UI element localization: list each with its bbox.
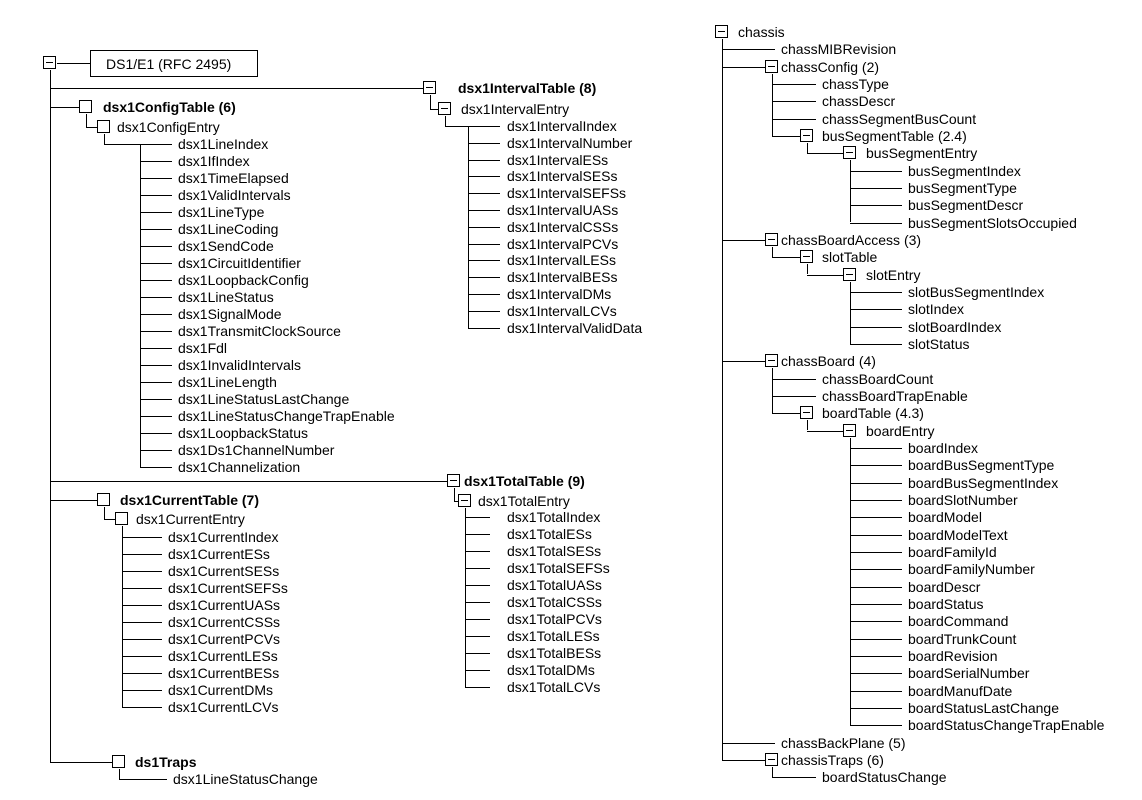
tree-connector xyxy=(140,450,172,451)
leaf-node-label: dsx1CircuitIdentifier xyxy=(178,255,301,271)
leaf-node-label: dsx1TotalSESs xyxy=(507,543,602,559)
collapse-minus-icon[interactable] xyxy=(715,25,728,38)
tree-connector xyxy=(140,467,172,468)
collapse-minus-icon[interactable] xyxy=(800,129,813,142)
leaf-node-label: boardCommand xyxy=(908,613,1009,630)
tree-connector xyxy=(722,49,775,50)
tree-connector xyxy=(850,639,902,640)
tree-connector xyxy=(140,433,172,434)
tree-connector xyxy=(140,246,172,247)
tree-connector xyxy=(772,136,800,137)
leaf-node-label: dsx1IntervalSESs xyxy=(507,168,618,185)
tree-connector xyxy=(850,587,902,588)
tree-connector xyxy=(772,84,816,85)
leaf-node-label: dsx1IntervalLCVs xyxy=(507,302,617,319)
leaf-node-label: dsx1LineStatus xyxy=(178,289,274,305)
tree-connector xyxy=(86,127,97,128)
leaf-node-label: dsx1IntervalCSSs xyxy=(507,218,619,235)
tree-connector xyxy=(122,639,162,640)
leaf-node-label: dsx1CurrentLESs xyxy=(168,648,278,664)
leaf-node-label: boardBusSegmentIndex xyxy=(908,474,1059,491)
leaf-node-label: dsx1TransmitClockSource xyxy=(178,323,341,339)
branch-node-label: slotTable xyxy=(822,249,878,266)
table-node-label: dsx1IntervalTable (8) xyxy=(458,80,597,96)
leaf-node-label: busSegmentSlotsOccupied xyxy=(908,214,1077,231)
leaf-node-label: boardTrunkCount xyxy=(908,630,1017,647)
leaf-node-label: boardBusSegmentType xyxy=(908,457,1055,474)
leaf-node-label: chassDescr xyxy=(822,93,896,110)
tree-connector xyxy=(86,114,87,127)
leaf-node-label: busSegmentIndex xyxy=(908,162,1021,179)
tree-connector xyxy=(465,534,490,535)
leaf-node-label: boardSerialNumber xyxy=(908,665,1030,682)
leaf-node-label: chassSegmentBusCount xyxy=(822,110,977,127)
leaf-node-label: dsx1CurrentSEFSs xyxy=(168,580,288,596)
tree-connector xyxy=(722,760,765,761)
tree-connector xyxy=(465,602,490,603)
leaf-node-label: dsx1IntervalValidData xyxy=(507,319,643,336)
leaf-node-label: dsx1TotalUASs xyxy=(507,577,602,593)
node-square-icon[interactable] xyxy=(97,120,110,133)
tree-connector xyxy=(140,331,172,332)
leaf-node-label: dsx1IntervalNumber xyxy=(507,134,633,151)
leaf-node-label: boardIndex xyxy=(908,439,979,456)
entry-node-label: dsx1IntervalEntry xyxy=(461,101,570,117)
tree-connector xyxy=(50,70,51,762)
leaf-node-label: dsx1LineLength xyxy=(178,374,277,390)
tree-connector xyxy=(465,653,490,654)
tree-connector xyxy=(119,779,167,780)
leaf-node-label: chassBackPlane (5) xyxy=(781,734,906,751)
leaf-node-label: dsx1CurrentLCVs xyxy=(168,699,279,715)
leaf-node-label: dsx1LineStatusChange xyxy=(173,771,318,787)
leaf-node-label: dsx1SignalMode xyxy=(178,306,282,322)
leaf-node-label: dsx1CurrentDMs xyxy=(168,682,274,698)
leaf-node-label: boardStatusLastChange xyxy=(908,699,1059,716)
leaf-node-label: dsx1IntervalUASs xyxy=(507,202,619,218)
leaf-node-label: dsx1TotalIndex xyxy=(507,509,601,525)
tree-connector xyxy=(140,229,172,230)
tree-connector xyxy=(722,743,775,744)
tree-connector xyxy=(465,619,490,620)
leaf-node-label: dsx1IntervalESs xyxy=(507,151,609,168)
tree-connector xyxy=(468,193,500,194)
leaf-node-label: dsx1LineCoding xyxy=(178,221,279,237)
leaf-node-label: dsx1LoopbackConfig xyxy=(178,272,309,288)
leaf-node-label: slotIndex xyxy=(908,301,965,318)
collapse-minus-icon[interactable] xyxy=(800,406,813,419)
tree-connector xyxy=(122,622,162,623)
table-node-label: ds1Traps xyxy=(135,754,197,770)
node-square-icon[interactable] xyxy=(112,755,125,768)
leaf-node-label: dsx1CurrentSESs xyxy=(168,563,280,579)
node-square-icon[interactable] xyxy=(97,493,110,506)
leaf-node-label: dsx1InvalidIntervals xyxy=(178,357,301,373)
leaf-node-label: dsx1LineType xyxy=(178,204,265,220)
leaf-node-label: chassType xyxy=(822,75,889,92)
tree-connector xyxy=(465,585,490,586)
tree-connector xyxy=(850,673,902,674)
branch-node-label: slotEntry xyxy=(866,266,921,283)
table-node-label: dsx1ConfigTable (6) xyxy=(103,99,236,115)
tree-connector xyxy=(104,507,105,519)
tree-connector xyxy=(807,143,808,153)
tree-connector xyxy=(772,74,773,136)
tree-connector xyxy=(140,314,172,315)
tree-connector xyxy=(140,399,172,400)
tree-connector xyxy=(465,568,490,569)
leaf-node-label: boardStatusChange xyxy=(822,769,947,786)
leaf-node-label: dsx1TotalDMs xyxy=(507,662,595,678)
tree-connector xyxy=(468,227,500,228)
tree-connector xyxy=(772,368,773,413)
leaf-node-label: dsx1IntervalDMs xyxy=(507,286,612,302)
branch-node-label: busSegmentTable (2.4) xyxy=(822,127,967,144)
leaf-node-label: dsx1CurrentIndex xyxy=(168,529,279,545)
leaf-node-label: dsx1CurrentESs xyxy=(168,546,270,562)
tree-connector xyxy=(468,311,500,312)
tree-connector xyxy=(468,328,500,329)
tree-connector xyxy=(465,636,490,637)
tree-connector xyxy=(122,690,162,691)
leaf-node-label: dsx1CurrentUASs xyxy=(168,597,281,613)
tree-connector xyxy=(850,604,902,605)
tree-connector xyxy=(772,379,816,380)
leaf-node-label: boardFamilyNumber xyxy=(908,561,1035,578)
leaf-node-label: busSegmentType xyxy=(908,179,1017,196)
tree-connector xyxy=(850,344,902,345)
tree-connector xyxy=(104,519,115,520)
leaf-node-label: dsx1IntervalBESs xyxy=(507,269,618,286)
tree-connector xyxy=(850,691,902,692)
tree-connector xyxy=(50,88,423,89)
tree-connector xyxy=(104,134,105,144)
tree-connector xyxy=(140,161,172,162)
leaf-node-label: dsx1TotalESs xyxy=(507,526,592,542)
leaf-node-label: chassBoardCount xyxy=(822,370,934,387)
tree-connector xyxy=(140,297,172,298)
leaf-node-label: dsx1ValidIntervals xyxy=(178,187,291,203)
tree-connector xyxy=(772,767,773,777)
tree-connector xyxy=(850,517,902,518)
leaf-node-label: dsx1TotalLCVs xyxy=(507,679,601,695)
tree-connector xyxy=(850,535,902,536)
branch-node-label: chassisTraps (6) xyxy=(781,751,884,768)
tree-connector xyxy=(445,126,500,127)
tree-connector xyxy=(722,39,723,760)
tree-connector xyxy=(122,707,162,708)
collapse-minus-icon[interactable] xyxy=(458,494,471,507)
tree-connector xyxy=(468,143,500,144)
table-node-label: dsx1TotalTable (9) xyxy=(464,473,585,489)
leaf-node-label: busSegmentDescr xyxy=(908,197,1024,214)
tree-connector xyxy=(140,280,172,281)
leaf-node-label: boardSlotNumber xyxy=(908,491,1018,508)
tree-connector xyxy=(468,294,500,295)
collapse-minus-icon[interactable] xyxy=(447,474,460,487)
leaf-node-label: dsx1IfIndex xyxy=(178,153,250,169)
tree-connector xyxy=(850,725,902,726)
leaf-node-label: dsx1IntervalSEFSs xyxy=(507,185,627,202)
tree-connector xyxy=(122,656,162,657)
tree-connector xyxy=(850,223,902,224)
tree-connector xyxy=(140,382,172,383)
collapse-minus-icon[interactable] xyxy=(423,81,436,94)
tree-connector xyxy=(140,178,172,179)
tree-connector xyxy=(465,551,490,552)
tree-connector xyxy=(430,109,438,110)
branch-node-label: boardTable (4.3) xyxy=(822,405,924,422)
entry-node-label: dsx1TotalEntry xyxy=(478,493,570,509)
collapse-minus-icon[interactable] xyxy=(438,102,451,115)
leaf-node-label: chassMIBRevision xyxy=(781,41,897,58)
leaf-node-label: dsx1TotalBESs xyxy=(507,645,602,661)
tree-connector xyxy=(50,481,447,482)
tree-connector xyxy=(122,554,162,555)
tree-connector xyxy=(122,605,162,606)
tree-connector xyxy=(807,153,843,154)
collapse-minus-icon[interactable] xyxy=(800,250,813,263)
leaf-node-label: boardDescr xyxy=(908,578,981,595)
leaf-node-label: boardModel xyxy=(908,509,982,526)
tree-connector xyxy=(454,488,455,501)
leaf-node-label: boardRevision xyxy=(908,647,998,664)
tree-connector xyxy=(50,762,112,763)
tree-connector xyxy=(122,571,162,572)
tree-connector xyxy=(468,176,500,177)
tree-connector xyxy=(468,277,500,278)
tree-connector xyxy=(850,438,851,726)
leaf-node-label: boardManufDate xyxy=(908,682,1013,699)
tree-connector xyxy=(119,769,120,779)
leaf-node-label: dsx1TimeElapsed xyxy=(178,170,289,186)
tree-connector xyxy=(122,673,162,674)
tree-connector xyxy=(468,160,500,161)
tree-connector xyxy=(468,210,500,211)
leaf-node-label: dsx1LineStatusLastChange xyxy=(178,391,350,407)
tree-connector xyxy=(850,465,902,466)
leaf-node-label: dsx1LoopbackStatus xyxy=(178,425,308,441)
tree-connector xyxy=(850,448,902,449)
branch-node-label: busSegmentEntry xyxy=(866,145,978,162)
collapse-minus-icon[interactable] xyxy=(43,56,56,69)
tree-connector xyxy=(850,160,851,222)
collapse-minus-icon[interactable] xyxy=(843,424,856,437)
tree-connector xyxy=(850,327,902,328)
collapse-minus-icon[interactable] xyxy=(765,233,778,246)
entry-node-label: dsx1CurrentEntry xyxy=(136,511,245,527)
collapse-minus-icon[interactable] xyxy=(765,354,778,367)
entry-node-label: dsx1ConfigEntry xyxy=(117,119,220,135)
tree-connector xyxy=(57,63,90,64)
leaf-node-label: slotStatus xyxy=(908,335,970,352)
leaf-node-label: dsx1Ds1ChannelNumber xyxy=(178,442,335,458)
tree-connector xyxy=(465,670,490,671)
collapse-minus-icon[interactable] xyxy=(843,268,856,281)
tree-connector xyxy=(807,264,808,274)
leaf-node-label: dsx1CurrentPCVs xyxy=(168,631,281,647)
leaf-node-label: chassBoardTrapEnable xyxy=(822,387,968,404)
leaf-node-label: dsx1LineIndex xyxy=(178,136,269,152)
tree-connector xyxy=(850,552,902,553)
leaf-node-label: boardStatus xyxy=(908,595,984,612)
tree-connector xyxy=(772,413,800,414)
tree-connector xyxy=(140,365,172,366)
branch-node-label: boardEntry xyxy=(866,422,935,439)
collapse-minus-icon[interactable] xyxy=(765,753,778,766)
leaf-node-label: dsx1CurrentCSSs xyxy=(168,614,281,630)
tree-connector xyxy=(722,67,765,68)
tree-connector xyxy=(772,247,773,257)
tree-connector xyxy=(807,420,808,430)
tree-connector xyxy=(140,263,172,264)
branch-node-label: chassBoard (4) xyxy=(781,353,876,370)
node-square-icon[interactable] xyxy=(115,512,128,525)
tree-connector xyxy=(122,526,123,537)
tree-connector xyxy=(850,483,902,484)
tree-connector xyxy=(850,656,902,657)
tree-connector xyxy=(850,292,902,293)
tree-connector xyxy=(50,500,97,501)
tree-connector xyxy=(140,212,172,213)
tree-connector xyxy=(50,107,79,108)
leaf-node-label: dsx1SendCode xyxy=(178,238,274,254)
collapse-minus-icon[interactable] xyxy=(843,146,856,159)
tree-connector xyxy=(445,116,446,126)
tree-connector xyxy=(104,144,172,145)
tree-connector xyxy=(140,144,141,467)
table-node-label: dsx1CurrentTable (7) xyxy=(120,492,259,508)
leaf-node-label: dsx1CurrentBESs xyxy=(168,665,280,681)
leaf-node-label: dsx1TotalSEFSs xyxy=(507,560,610,576)
leaf-node-label: slotBusSegmentIndex xyxy=(908,283,1045,300)
leaf-node-label: dsx1LineStatusChangeTrapEnable xyxy=(178,408,395,424)
leaf-node-label: slotBoardIndex xyxy=(908,318,1002,335)
tree-connector xyxy=(140,348,172,349)
branch-node-label: chassConfig (2) xyxy=(781,58,880,75)
tree-connector xyxy=(140,416,172,417)
leaf-node-label: boardFamilyId xyxy=(908,543,997,560)
leaf-node-label: dsx1Fdl xyxy=(178,340,228,356)
collapse-minus-icon[interactable] xyxy=(765,60,778,73)
leaf-node-label: dsx1IntervalPCVs xyxy=(507,235,619,252)
tree-connector xyxy=(850,569,902,570)
tree-connector xyxy=(772,257,800,258)
tree-connector xyxy=(850,188,902,189)
root-node-label: DS1/E1 (RFC 2495) xyxy=(106,55,232,72)
tree-connector xyxy=(465,508,466,517)
leaf-node-label: dsx1IntervalLESs xyxy=(507,252,616,269)
tree-connector xyxy=(722,361,765,362)
leaf-node-label: dsx1TotalCSSs xyxy=(507,594,602,610)
tree-connector xyxy=(430,95,431,109)
tree-connector xyxy=(850,621,902,622)
tree-connector xyxy=(140,195,172,196)
tree-connector xyxy=(807,431,843,432)
tree-connector xyxy=(722,240,765,241)
root-node-label: chassis xyxy=(738,24,785,40)
tree-connector xyxy=(850,309,902,310)
leaf-node-label: dsx1TotalLESs xyxy=(507,628,600,644)
leaf-node-label: dsx1TotalPCVs xyxy=(507,611,602,627)
leaf-node-label: boardStatusChangeTrapEnable xyxy=(908,717,1105,734)
tree-connector xyxy=(850,708,902,709)
node-square-icon[interactable] xyxy=(79,100,92,113)
tree-connector xyxy=(468,244,500,245)
tree-connector xyxy=(772,396,816,397)
tree-connector xyxy=(772,101,816,102)
branch-node-label: chassBoardAccess (3) xyxy=(781,231,922,248)
leaf-node-label: boardModelText xyxy=(908,526,1008,543)
tree-connector xyxy=(850,171,902,172)
leaf-node-label: dsx1Channelization xyxy=(178,459,301,475)
leaf-node-label: dsx1IntervalIndex xyxy=(507,118,617,134)
tree-connector xyxy=(122,537,162,538)
tree-connector xyxy=(465,687,490,688)
tree-connector xyxy=(468,260,500,261)
tree-connector xyxy=(850,282,851,344)
tree-connector xyxy=(850,500,902,501)
tree-connector xyxy=(122,588,162,589)
tree-connector xyxy=(772,119,816,120)
tree-connector xyxy=(465,517,490,518)
tree-connector xyxy=(772,777,816,778)
tree-connector xyxy=(807,275,843,276)
tree-connector xyxy=(850,205,902,206)
